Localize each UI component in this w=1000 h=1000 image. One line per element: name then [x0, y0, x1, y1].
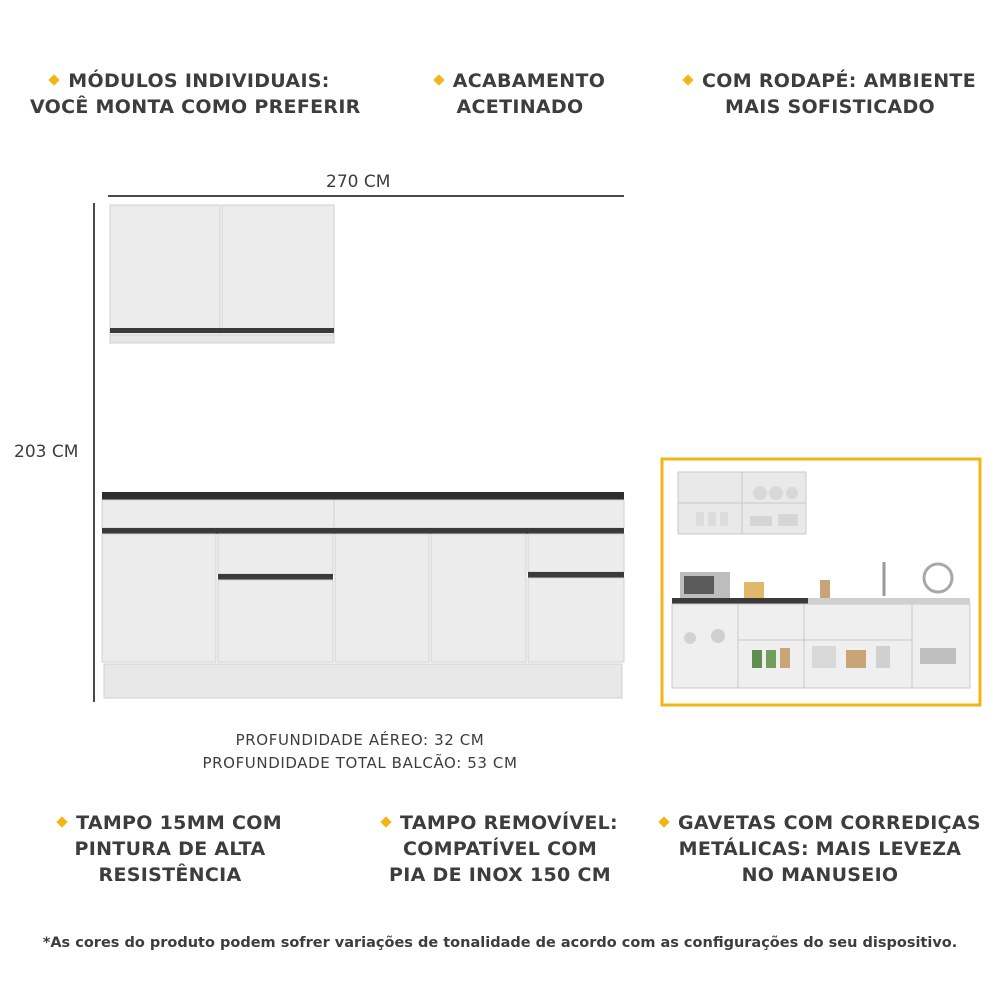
feature-tampo-removivel: TAMPO REMOVÍVEL: COMPATÍVEL COM PIA DE INOX 150 CM — [370, 810, 630, 888]
width-label: 270 CM — [326, 172, 391, 192]
depth-upper: PROFUNDIDADE AÉREO: 32 CM — [235, 731, 485, 749]
feature-modulos: MÓDULOS INDIVIDUAIS: VOCÊ MONTA COMO PREFERIR — [30, 70, 361, 118]
countertop — [102, 492, 624, 500]
depth-base: PROFUNDIDADE TOTAL BALCÃO: 53 CM — [202, 754, 518, 772]
diamond-bullet-icon — [380, 816, 391, 827]
height-label: 203 CM — [14, 442, 79, 462]
diamond-bullet-icon — [658, 816, 669, 827]
base-cabinet — [102, 492, 624, 698]
depth-info — [150, 729, 570, 775]
kitchen-photo-inset — [662, 459, 980, 705]
feature-tampo: TAMPO 15MM COM PINTURA DE ALTA RESISTÊNCIA — [40, 810, 300, 888]
plinth — [104, 664, 622, 698]
diamond-bullet-icon — [56, 816, 67, 827]
feature-acabamento: ACABAMENTO ACETINADO — [410, 68, 630, 120]
feature-gavetas: GAVETAS COM CORREDIÇAS METÁLICAS: MAIS LEVEZA NO MANUSEIO — [660, 810, 980, 888]
feature-rodape: COM RODAPÉ: AMBIENTE MAIS SOFISTICADO — [680, 68, 980, 120]
upper-cabinet — [110, 205, 334, 343]
footnote: *As cores do produto podem sofrer variações de tonalidade de acordo com as configurações do seu dispositivo. — [42, 935, 958, 951]
